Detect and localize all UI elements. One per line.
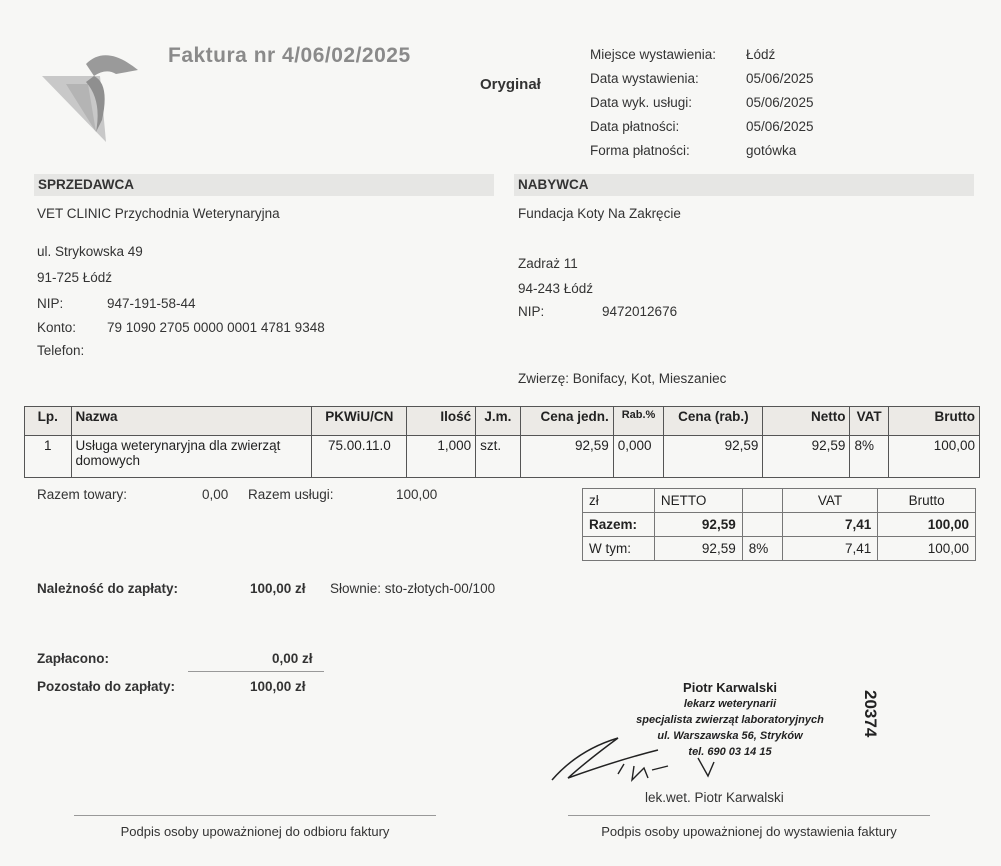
services-label: Razem usługi: [248, 487, 334, 502]
col-header: Cena (rab.) [664, 407, 763, 436]
seller-account-label: Konto: [37, 320, 77, 335]
cell-vat: 8% [850, 436, 888, 478]
incl-rate: 8% [742, 537, 782, 561]
col-header: J.m. [476, 407, 521, 436]
cell-pkwiu: 75.00.11.0 [312, 436, 407, 478]
seller-name: VET CLINIC Przychodnia Weterynaryjna [37, 206, 280, 221]
buyer-header: NABYWCA [514, 174, 974, 196]
buyer-name: Fundacja Koty Na Zakręcie [518, 206, 681, 221]
paid-underline [188, 671, 324, 672]
col-header: Ilość [407, 407, 476, 436]
buyer-city: 94-243 Łódź [518, 281, 594, 296]
col-header: Rab.% [613, 407, 664, 436]
cell-discounted-price: 92,59 [664, 436, 763, 478]
seller-city: 91-725 Łódź [37, 270, 113, 285]
netto-header: NETTO [654, 489, 742, 513]
summary-incl-row [583, 537, 976, 561]
remaining-label: Pozostało do zapłaty: [37, 679, 176, 694]
stamp-phone: tel. 690 03 14 15 [688, 746, 772, 758]
buyer-nip-label: NIP: [518, 304, 545, 319]
seller-phone-label: Telefon: [37, 343, 85, 358]
col-header: Lp. [25, 407, 72, 436]
stamp-number: 20374 [861, 690, 880, 738]
buyer-street: Zadraż 11 [518, 256, 578, 271]
amount-due-value: 100,00 zł [250, 581, 306, 596]
summary-header-row [583, 489, 976, 513]
meta-value: Łódź [746, 46, 776, 62]
incl-netto: 92,59 [654, 537, 742, 561]
col-header: PKWiU/CN [312, 407, 407, 436]
issuer-signature-caption: Podpis osoby upoważnionej do wystawienia faktury [601, 824, 897, 839]
meta-label: Forma płatności: [590, 142, 690, 158]
buyer-animal: Zwierzę: Bonifacy, Kot, Mieszaniec [518, 371, 727, 386]
cell-name: Usługa weterynaryjna dla zwierząt domowych [71, 436, 312, 478]
amount-in-words: Słownie: sto-złotych-00/100 [330, 581, 496, 596]
buyer-nip: 9472012676 [602, 304, 678, 319]
currency-label: zł [583, 489, 655, 513]
cell-qty: 1,000 [407, 436, 476, 478]
total-brutto: 100,00 [878, 513, 976, 537]
table-row [25, 436, 980, 478]
meta-value: 05/06/2025 [746, 70, 814, 86]
meta-value: gotówka [746, 142, 797, 158]
goods-value: 0,00 [202, 487, 229, 502]
total-netto: 92,59 [654, 513, 742, 537]
signature-line-right [568, 815, 930, 816]
receiver-signature-caption: Podpis osoby upoważnionej do odbioru faktury [120, 824, 390, 839]
meta-label: Data wystawienia: [590, 70, 699, 86]
meta-label: Data wyk. usługi: [590, 94, 693, 110]
cell-unit-price: 92,59 [520, 436, 613, 478]
summary-total-row [583, 513, 976, 537]
seller-header: SPRZEDAWCA [34, 174, 494, 196]
signature-line-left [74, 815, 436, 816]
cell-unit: szt. [476, 436, 521, 478]
clinic-logo [36, 44, 146, 144]
seller-street: ul. Strykowska 49 [37, 244, 143, 259]
paid-label: Zapłacono: [37, 651, 110, 666]
signer-name: lek.wet. Piotr Karwalski [645, 790, 784, 805]
cell-discount: 0,000 [613, 436, 664, 478]
meta-value: 05/06/2025 [746, 94, 814, 110]
stamp-title: lekarz weterynarii [683, 698, 777, 710]
incl-label: W tym: [583, 537, 655, 561]
stamp-address: ul. Warszawska 56, Stryków [657, 730, 803, 742]
col-header: Nazwa [71, 407, 312, 436]
services-value: 100,00 [396, 487, 438, 502]
col-header: Brutto [888, 407, 979, 436]
cell-netto: 92,59 [763, 436, 850, 478]
stamp-spec: specjalista zwierząt laboratoryjnych [636, 714, 824, 726]
cell-brutto: 100,00 [888, 436, 979, 478]
seller-nip-label: NIP: [37, 296, 64, 311]
stamp-name: Piotr Karwalski [683, 680, 777, 695]
col-header: Cena jedn. [520, 407, 613, 436]
invoice-meta [590, 42, 814, 162]
paid-value: 0,00 zł [272, 651, 313, 666]
col-header: VAT [850, 407, 888, 436]
seller-nip: 947-191-58-44 [107, 296, 196, 311]
cell-lp: 1 [25, 436, 72, 478]
vat-summary-table [582, 488, 976, 561]
incl-vat: 7,41 [782, 537, 878, 561]
seller-account: 79 1090 2705 0000 0001 4781 9348 [107, 320, 325, 335]
total-vat: 7,41 [782, 513, 878, 537]
meta-value: 05/06/2025 [746, 118, 814, 134]
handwritten-signature [548, 730, 728, 790]
remaining-value: 100,00 zł [250, 679, 306, 694]
total-label: Razem: [583, 513, 655, 537]
original-label: Oryginał [480, 76, 541, 93]
vat-header: VAT [782, 489, 878, 513]
incl-brutto: 100,00 [878, 537, 976, 561]
items-table [24, 406, 980, 478]
brutto-header: Brutto [878, 489, 976, 513]
amount-due-label: Należność do zapłaty: [37, 581, 179, 596]
goods-label: Razem towary: [37, 487, 128, 502]
invoice-title: Faktura nr 4/06/02/2025 [168, 44, 411, 67]
col-header: Netto [763, 407, 850, 436]
meta-label: Data płatności: [590, 118, 680, 134]
meta-label: Miejsce wystawienia: [590, 46, 717, 62]
items-header-row [25, 407, 980, 436]
